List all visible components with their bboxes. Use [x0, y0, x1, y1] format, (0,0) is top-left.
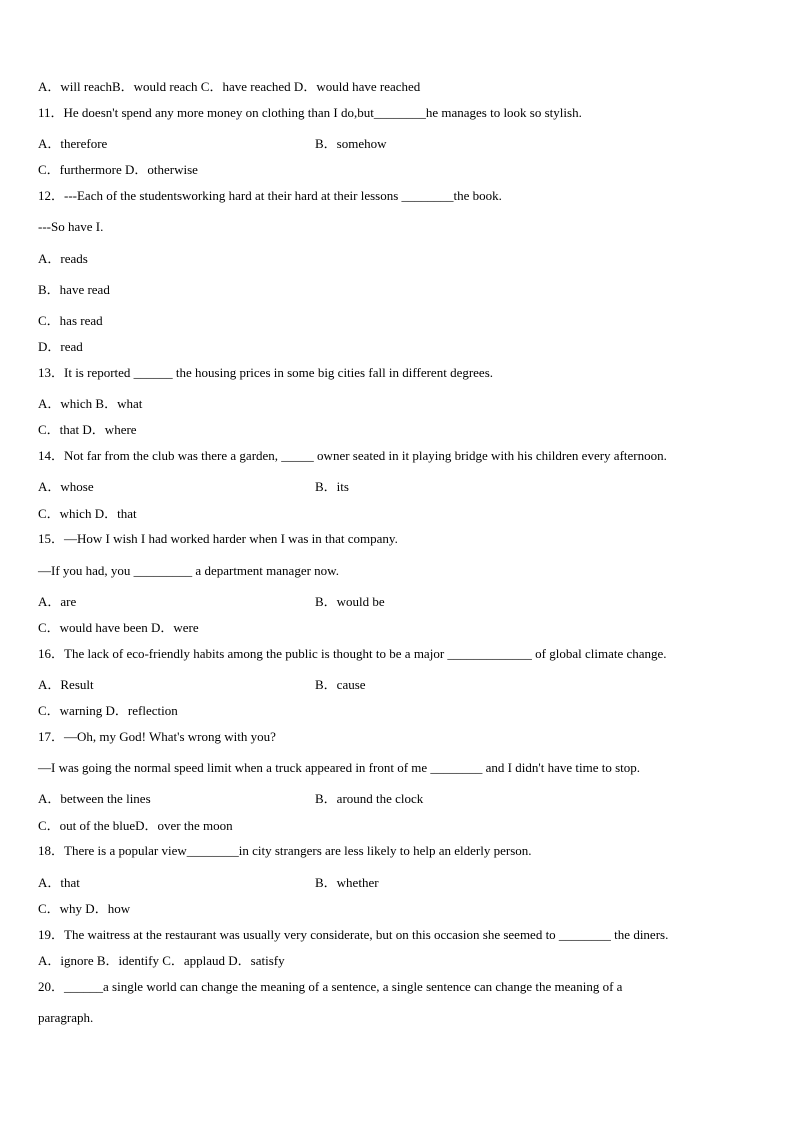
q12-response: ---So have I.	[38, 219, 104, 234]
q16-option-a: A．Result	[38, 677, 94, 692]
q11-option-a: A．therefore	[38, 136, 108, 151]
q12-option-b: B．have read	[38, 282, 110, 297]
q15-options-cd: C．would have been D．were	[38, 620, 199, 635]
q13-stem: 13．It is reported ______ the housing prices in some big cities fall in different degrees.	[38, 365, 494, 380]
q12-option-c: C．has read	[38, 313, 103, 328]
q15-stem: 15．—How I wish I had worked harder when I was in that company.	[38, 531, 398, 546]
q14-option-b: B．its	[315, 479, 349, 494]
q17-response: —I was going the normal speed limit when a truck appeared in front of me ________ and I didn't have time to stop.	[38, 760, 641, 775]
q13-options-cd: C．that D．where	[38, 422, 137, 437]
q18-stem: 18．There is a popular view________in city strangers are less likely to help an elderly person.	[38, 843, 532, 858]
q17-option-a: A．between the lines	[38, 791, 151, 806]
q16-options-cd: C．warning D．reflection	[38, 703, 178, 718]
q12-option-d: D．read	[38, 339, 83, 354]
q20-stem: 20．______a single world can change the meaning of a sentence, a single sentence can change the meaning of a	[38, 979, 623, 994]
q18-option-b: B．whether	[315, 875, 379, 890]
q20-stem-continued: paragraph.	[38, 1010, 94, 1025]
q15-option-a: A．are	[38, 594, 77, 609]
q16-stem: 16．The lack of eco-friendly habits among the public is thought to be a major _____________ of global climate change.	[38, 646, 667, 661]
q16-option-b: B．cause	[315, 677, 366, 692]
q11-stem: 11．He doesn't spend any more money on clothing than I do,but________he manages to look so stylish.	[38, 105, 582, 120]
q12-stem: 12．---Each of the studentsworking hard at their hard at their lessons ________the book.	[38, 188, 502, 203]
q14-stem: 14．Not far from the club was there a garden, _____ owner seated in it playing bridge with his children every afternoon.	[38, 448, 667, 463]
q18-option-a: A．that	[38, 875, 80, 890]
q14-option-a: A．whose	[38, 479, 94, 494]
q19-options: A．ignore B．identify C．applaud D．satisfy	[38, 953, 285, 968]
q13-options-ab: A．which B．what	[38, 396, 143, 411]
q15-response: —If you had, you _________ a department manager now.	[38, 563, 339, 578]
q15-option-b: B．would be	[315, 594, 385, 609]
q11-option-b: B．somehow	[315, 136, 387, 151]
q17-options-cd: C．out of the blueD．over the moon	[38, 818, 233, 833]
q10-options: A．will reachB．would reach C．have reached D．would have reached	[38, 79, 421, 94]
q14-options-cd: C．which D．that	[38, 506, 137, 521]
q17-option-b: B．around the clock	[315, 791, 424, 806]
q19-stem: 19．The waitress at the restaurant was usually very considerate, but on this occasion she seemed to ________ the diners.	[38, 927, 669, 942]
q18-options-cd: C．why D．how	[38, 901, 131, 916]
q12-option-a: A．reads	[38, 251, 88, 266]
q17-stem: 17．—Oh, my God! What's wrong with you?	[38, 729, 276, 744]
q11-options-cd: C．furthermore D．otherwise	[38, 162, 198, 177]
